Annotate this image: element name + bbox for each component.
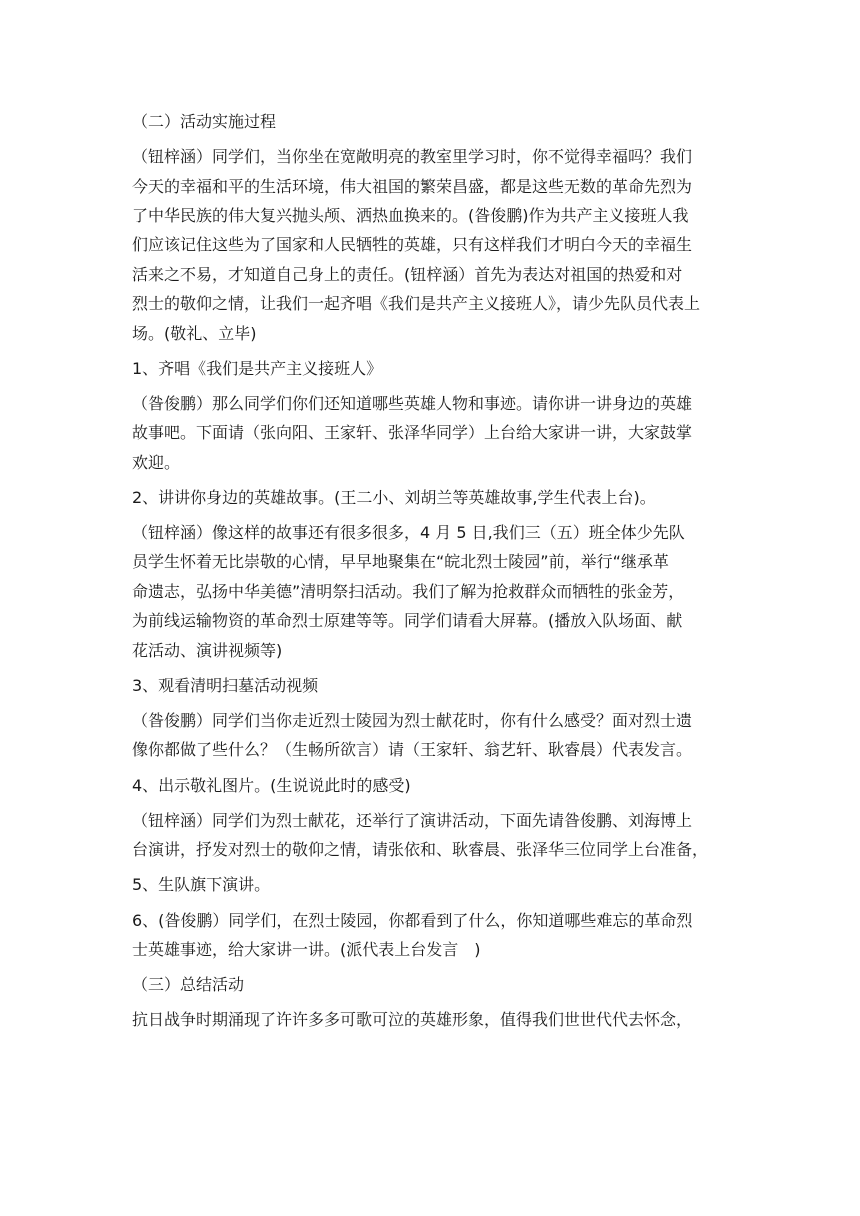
paragraph xyxy=(132,671,738,700)
text-line: 士英雄事迹，给大家讲一讲。(派代表上台发言 ) xyxy=(132,939,481,959)
paragraph xyxy=(132,771,738,800)
text-line: 像你都做了些什么？（生畅所欲言）请（王家轩、翁艺轩、耿睿晨）代表发言。 xyxy=(132,740,693,760)
text-line: 命遗志，弘扬中华美德”清明祭扫活动。我们了解为抢救群众而牺牲的张金芳， xyxy=(132,581,685,601)
paragraph xyxy=(132,389,738,477)
text-line: 4、出示敬礼图片。(生说说此时的感受) xyxy=(132,775,411,795)
text-line: 场。(敬礼、立毕) xyxy=(132,323,257,343)
text-line: （昝俊鹏）那么同学们你们还知道哪些英雄人物和事迹。请你讲一讲身边的英雄 xyxy=(132,393,693,413)
text-line: （二）活动实施过程 xyxy=(132,112,277,131)
text-line: 故事吧。下面请（张向阳、王家轩、张泽华同学）上台给大家讲一讲，大家鼓掌 xyxy=(132,423,693,443)
paragraph xyxy=(132,107,738,136)
text-line: 员学生怀着无比崇敬的心情，早早地聚集在“皖北烈士陵园”前，举行“继承革 xyxy=(132,552,669,572)
paragraph xyxy=(132,870,738,899)
text-line: （钮梓涵）像这样的故事还有很多很多，4 月 5 日,我们三（五）班全体少先队 xyxy=(132,523,685,543)
text-line: 抗日战争时期涌现了许许多多可歌可泣的英雄形象，值得我们世世代代去怀念， xyxy=(132,1010,693,1030)
paragraph xyxy=(132,970,738,999)
text-line: （钮梓涵）同学们，当你坐在宽敞明亮的教室里学习时，你不觉得幸福吗？我们 xyxy=(132,147,693,167)
text-line: （钮梓涵）同学们为烈士献花，还举行了演讲活动，下面先请昝俊鹏、刘海博上 xyxy=(132,810,693,830)
text-line: 烈士的敬仰之情，让我们一起齐唱《我们是共产主义接班人》，请少先队员代表上 xyxy=(132,294,701,314)
paragraph xyxy=(132,142,738,348)
paragraph xyxy=(132,354,738,383)
text-line: （昝俊鹏）同学们当你走近烈士陵园为烈士献花时，你有什么感受？面对烈士遗 xyxy=(132,711,693,730)
text-line: 今天的幸福和平的生活环境，伟大祖国的繁荣昌盛，都是这些无数的革命先烈为 xyxy=(132,176,693,196)
paragraph xyxy=(132,483,738,512)
text-line: 3、观看清明扫墓活动视频 xyxy=(132,675,319,695)
text-line: 2、讲讲你身边的英雄故事。(王二小、刘胡兰等英雄故事,学生代表上台)。 xyxy=(132,487,656,507)
text-line: 台演讲，抒发对烈士的敬仰之情，请张依和、耿睿晨、张泽华三位同学上台准备， xyxy=(132,840,709,860)
text-line: 1、齐唱《我们是共产主义接班人》 xyxy=(132,358,383,378)
text-line: 了中华民族的伟大复兴抛头颅、洒热血换来的。(昝俊鹏)作为共产主义接班人我 xyxy=(132,205,689,225)
text-line: 花活动、演讲视频等) xyxy=(132,640,283,660)
text-line: 6、(昝俊鹏）同学们，在烈士陵园，你都看到了什么，你知道哪些难忘的革命烈 xyxy=(132,910,693,930)
paragraph xyxy=(132,906,738,965)
text-line: （三）总结活动 xyxy=(132,975,245,995)
paragraph xyxy=(132,806,738,865)
text-line: 们应该记住这些为了国家和人民牺牲的英雄，只有这样我们才明白今天的幸福生 xyxy=(132,235,693,255)
text-line: 5、生队旗下演讲。 xyxy=(132,875,271,895)
paragraph xyxy=(132,706,738,765)
paragraph xyxy=(132,1005,738,1034)
text-line: 欢迎。 xyxy=(132,452,181,472)
text-line: 活来之不易，才知道自己身上的责任。(钮梓涵）首先为表达对祖国的热爱和对 xyxy=(132,264,683,284)
document-body xyxy=(132,107,738,1040)
paragraph xyxy=(132,518,738,665)
text-line: 为前线运输物资的革命烈士原建等等。同学们请看大屏幕。(播放入队场面、献 xyxy=(132,611,683,631)
